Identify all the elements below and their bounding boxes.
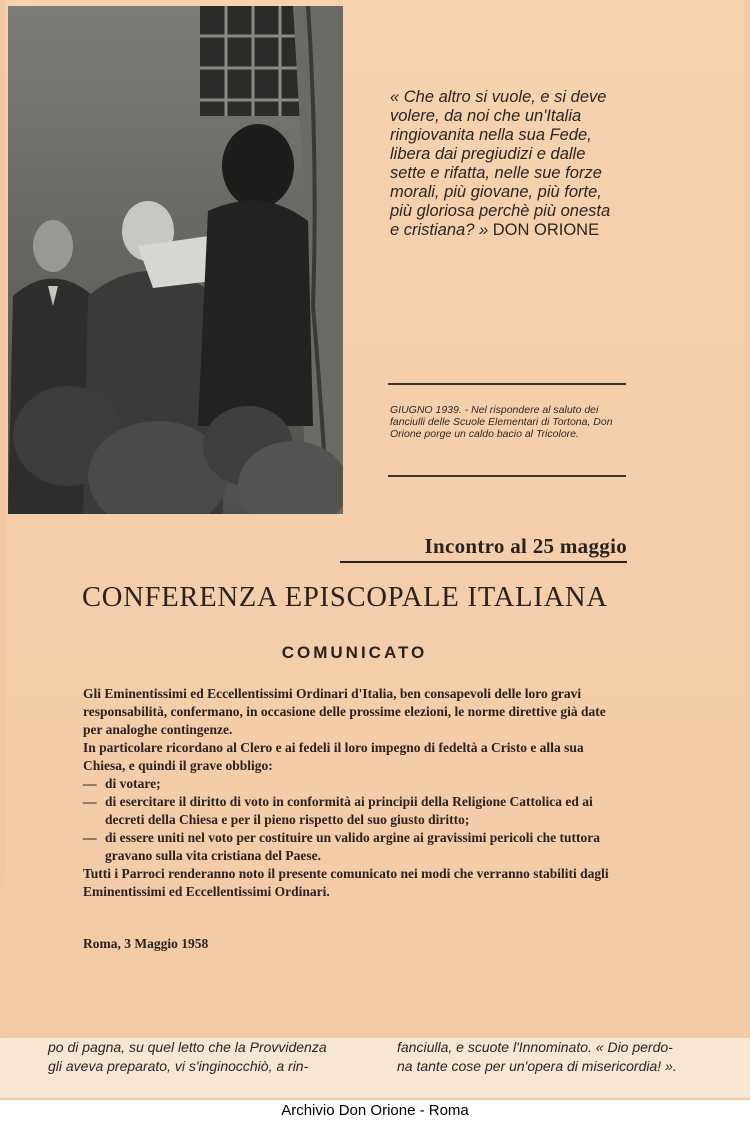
photo-caption <box>390 404 630 440</box>
strip-right-column <box>397 1038 677 1076</box>
historical-photo <box>8 6 343 514</box>
photo-illustration <box>8 6 343 514</box>
strip-line: fanciulla, e scuote l'Innominato. « Dio perdo- <box>397 1039 673 1055</box>
list-dash: — <box>83 776 97 791</box>
quote-author: DON ORIONE <box>492 221 600 239</box>
don-orione-quote <box>390 88 635 240</box>
strip-left-column <box>48 1038 327 1076</box>
communique-body <box>83 685 628 901</box>
quote-line: volere, da noi che un'Italia <box>390 107 582 125</box>
event-title: Incontro al 25 maggio <box>424 534 627 558</box>
quote-line: ringiovanita nella sua Fede, <box>390 126 592 144</box>
quote-line: libera dai pregiudizi e dalle <box>390 145 586 163</box>
next-page-strip <box>0 1038 750 1098</box>
communique-particular: In particolare ricordano al Clero e ai fedeli il loro impegno di fedeltà a Cristo e alla sua Chiesa, e quindi il grave obbligo: <box>83 740 584 773</box>
strip-line: po di pagna, su quel letto che la Provvidenza <box>48 1039 327 1055</box>
list-item-text: di esercitare il diritto di voto in conformità ai principii della Religione Cattolica ed ai decreti della Chiesa e per il pieno rispetto del suo giusto diritto; <box>105 794 593 827</box>
communique-intro: Gli Eminentissimi ed Eccellentissimi Ordinari d'Italia, ben consapevoli delle loro gravi responsabilità, confermano, in occasione delle prossime elezioni, le norme direttive già date per analoghe contingenze. <box>83 686 606 737</box>
list-item-text: di votare; <box>105 776 161 791</box>
list-item <box>83 829 628 865</box>
list-item <box>83 793 628 829</box>
caption-date: GIUGNO 1939. <box>390 404 462 416</box>
quote-line: più gloriosa perchè più onesta <box>390 202 611 220</box>
quote-line-last <box>390 221 635 240</box>
signoff-date: Roma, 3 Maggio 1958 <box>83 936 209 951</box>
caption-rule-bottom <box>388 475 626 477</box>
caption-text: - Nel rispondere al saluto dei fanciulli delle Scuole Elementari di Tortona, Don Orione porge un caldo bacio al Tricolore. <box>390 404 613 440</box>
communique-closing: Tutti i Parroci renderanno noto il presente comunicato nei modi che verranno stabiliti dagli Eminentissimi ed Eccellentissimi Ordinari. <box>83 866 609 899</box>
event-title-underline <box>340 561 627 563</box>
strip-line: na tante cose per un'opera di misericordia! ». <box>397 1058 677 1074</box>
archive-footer: Archivio Don Orione - Roma <box>0 1100 750 1121</box>
communique-title: COMUNICATO <box>281 643 428 662</box>
list-item <box>83 775 628 793</box>
list-dash: — <box>83 830 97 845</box>
quote-line: sette e rifatta, nelle sue forze <box>390 164 602 182</box>
strip-line: gli aveva preparato, vi s'inginocchiò, a rin- <box>48 1058 309 1074</box>
conference-title: CONFERENZA EPISCOPALE ITALIANA <box>82 582 608 613</box>
list-dash: — <box>83 794 97 809</box>
list-item-text: di essere uniti nel voto per costituire un valido argine ai gravissimi pericoli che tuttora gravano sulla vita cristiana del Paese. <box>105 830 600 863</box>
quote-line: e cristiana? » <box>390 221 489 239</box>
quote-line: morali, più giovane, più forte, <box>390 183 602 201</box>
caption-rule-top <box>388 383 626 385</box>
quote-line: « Che altro si vuole, e si deve <box>390 88 607 106</box>
